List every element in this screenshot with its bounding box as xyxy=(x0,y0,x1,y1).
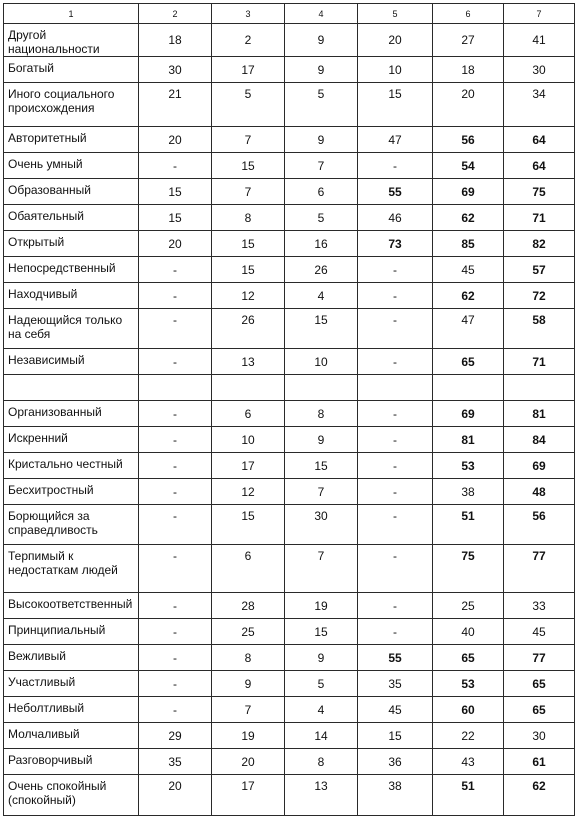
table-cell: 9 xyxy=(285,57,358,83)
table-cell: - xyxy=(358,283,433,309)
table-cell: 48 xyxy=(504,479,575,505)
table-row xyxy=(4,309,575,349)
table-row xyxy=(4,697,575,723)
row-label: Искренний xyxy=(4,427,139,453)
table-cell: 5 xyxy=(285,205,358,231)
table-cell: 81 xyxy=(504,401,575,427)
table-cell: 15 xyxy=(285,453,358,479)
table-cell: 84 xyxy=(504,427,575,453)
row-label: Надеющийся только на себя xyxy=(4,309,139,349)
table-row xyxy=(4,671,575,697)
table-cell: 45 xyxy=(433,257,504,283)
row-label: Неболтливый xyxy=(4,697,139,723)
table-row xyxy=(4,231,575,257)
table-cell xyxy=(358,375,433,401)
table-cell: 43 xyxy=(433,749,504,775)
table-cell: - xyxy=(139,545,212,593)
table-cell: - xyxy=(139,401,212,427)
table-cell: 4 xyxy=(285,283,358,309)
row-label: Авторитетный xyxy=(4,127,139,153)
table-cell: 69 xyxy=(433,401,504,427)
table-cell: 17 xyxy=(212,453,285,479)
table-cell: 7 xyxy=(212,179,285,205)
table-cell: 15 xyxy=(212,257,285,283)
table-cell: 5 xyxy=(285,671,358,697)
table-cell: 9 xyxy=(285,427,358,453)
table-cell: 35 xyxy=(139,749,212,775)
table-row xyxy=(4,179,575,205)
table-cell: 30 xyxy=(504,723,575,749)
table-cell: - xyxy=(139,645,212,671)
table-cell: 28 xyxy=(212,593,285,619)
table-cell: 29 xyxy=(139,723,212,749)
table-cell: 12 xyxy=(212,283,285,309)
row-label: Организованный xyxy=(4,401,139,427)
table-cell: 75 xyxy=(504,179,575,205)
table-cell: 4 xyxy=(285,697,358,723)
table-cell: 8 xyxy=(212,645,285,671)
row-label: Борющийся за справедливость xyxy=(4,505,139,545)
table-cell: 54 xyxy=(433,153,504,179)
table-row xyxy=(4,453,575,479)
header-row xyxy=(4,4,575,24)
table-cell: 40 xyxy=(433,619,504,645)
table-cell: 47 xyxy=(358,127,433,153)
table-cell: 71 xyxy=(504,205,575,231)
table-cell: 13 xyxy=(212,349,285,375)
table-cell: 69 xyxy=(433,179,504,205)
table-cell: 22 xyxy=(433,723,504,749)
table-cell: 65 xyxy=(433,349,504,375)
table-row xyxy=(4,645,575,671)
table-cell: 7 xyxy=(212,697,285,723)
table-row xyxy=(4,24,575,57)
table-cell: 15 xyxy=(212,153,285,179)
table-cell: 45 xyxy=(504,619,575,645)
table-cell: - xyxy=(139,283,212,309)
table-cell: 5 xyxy=(285,83,358,127)
table-cell: 27 xyxy=(433,24,504,57)
table-cell: 19 xyxy=(285,593,358,619)
table-cell: 20 xyxy=(139,775,212,816)
table-cell: 15 xyxy=(358,723,433,749)
table-cell: - xyxy=(139,593,212,619)
table-cell: 38 xyxy=(358,775,433,816)
table-cell: 20 xyxy=(358,24,433,57)
table-cell: 51 xyxy=(433,505,504,545)
table-cell: 21 xyxy=(139,83,212,127)
table-cell: 51 xyxy=(433,775,504,816)
table-cell: 56 xyxy=(504,505,575,545)
row-label: Очень спокойный (спокойный) xyxy=(4,775,139,816)
table-cell: 7 xyxy=(285,479,358,505)
table-cell: 25 xyxy=(212,619,285,645)
table-cell: 5 xyxy=(212,83,285,127)
table-cell: 69 xyxy=(504,453,575,479)
table-cell: - xyxy=(358,309,433,349)
table-cell: 82 xyxy=(504,231,575,257)
table-cell: 12 xyxy=(212,479,285,505)
table-cell: - xyxy=(139,257,212,283)
table-cell: 30 xyxy=(504,57,575,83)
table-cell: - xyxy=(139,427,212,453)
table-cell: 8 xyxy=(285,401,358,427)
table-cell: - xyxy=(139,309,212,349)
row-label: Богатый xyxy=(4,57,139,83)
table-cell: 19 xyxy=(212,723,285,749)
table-cell: - xyxy=(358,545,433,593)
row-label: Очень умный xyxy=(4,153,139,179)
table-cell xyxy=(212,375,285,401)
table-cell: 65 xyxy=(433,645,504,671)
table-cell: 18 xyxy=(433,57,504,83)
table-cell: 64 xyxy=(504,127,575,153)
table-cell: 47 xyxy=(433,309,504,349)
table-cell: - xyxy=(358,505,433,545)
table-row xyxy=(4,545,575,593)
row-label: Разговорчивый xyxy=(4,749,139,775)
table-cell: 9 xyxy=(285,24,358,57)
table-row xyxy=(4,257,575,283)
table-row xyxy=(4,427,575,453)
column-header: 4 xyxy=(285,4,358,24)
row-label: Непосредственный xyxy=(4,257,139,283)
table-cell: - xyxy=(358,427,433,453)
row-label: Иного социального происхождения xyxy=(4,83,139,127)
table-cell: 53 xyxy=(433,671,504,697)
table-cell: - xyxy=(139,671,212,697)
table-cell: 71 xyxy=(504,349,575,375)
table-cell: 45 xyxy=(358,697,433,723)
table-cell: 8 xyxy=(212,205,285,231)
row-label: Принципиальный xyxy=(4,619,139,645)
table-row xyxy=(4,349,575,375)
table-cell: 65 xyxy=(504,697,575,723)
table-row xyxy=(4,749,575,775)
table-cell: 34 xyxy=(504,83,575,127)
table-cell: - xyxy=(139,453,212,479)
table-cell: 7 xyxy=(285,153,358,179)
row-label: Кристально честный xyxy=(4,453,139,479)
table-cell: 17 xyxy=(212,775,285,816)
table-cell: - xyxy=(358,401,433,427)
table-cell: 62 xyxy=(433,283,504,309)
table-row xyxy=(4,505,575,545)
table-cell: 61 xyxy=(504,749,575,775)
table-cell: 26 xyxy=(285,257,358,283)
table-cell: 56 xyxy=(433,127,504,153)
row-label: Обаятельный xyxy=(4,205,139,231)
table-cell: 6 xyxy=(212,545,285,593)
table-cell xyxy=(433,375,504,401)
table-cell: 7 xyxy=(285,545,358,593)
table-cell: 58 xyxy=(504,309,575,349)
table-cell: - xyxy=(358,349,433,375)
table-cell: 15 xyxy=(139,205,212,231)
table-cell: 30 xyxy=(285,505,358,545)
table-cell: 55 xyxy=(358,645,433,671)
table-cell: 33 xyxy=(504,593,575,619)
table-cell: - xyxy=(358,479,433,505)
row-label: Вежливый xyxy=(4,645,139,671)
table-cell: 25 xyxy=(433,593,504,619)
table-cell: 64 xyxy=(504,153,575,179)
table-row xyxy=(4,153,575,179)
table-cell: - xyxy=(358,257,433,283)
table-cell: 72 xyxy=(504,283,575,309)
table-row xyxy=(4,83,575,127)
table-cell: 60 xyxy=(433,697,504,723)
table-cell: 15 xyxy=(212,231,285,257)
row-label: Молчаливый xyxy=(4,723,139,749)
table-cell: 46 xyxy=(358,205,433,231)
table-cell: 15 xyxy=(285,619,358,645)
column-header: 2 xyxy=(139,4,212,24)
table-row xyxy=(4,723,575,749)
table-row xyxy=(4,593,575,619)
table-cell: 81 xyxy=(433,427,504,453)
table-cell: 2 xyxy=(212,24,285,57)
table-row xyxy=(4,57,575,83)
table-cell: - xyxy=(139,349,212,375)
table-cell: 6 xyxy=(212,401,285,427)
table-cell xyxy=(504,375,575,401)
table-cell: 17 xyxy=(212,57,285,83)
table-cell: - xyxy=(358,453,433,479)
table-cell: 65 xyxy=(504,671,575,697)
column-header: 6 xyxy=(433,4,504,24)
table-cell: - xyxy=(139,153,212,179)
table-cell: 53 xyxy=(433,453,504,479)
column-header: 5 xyxy=(358,4,433,24)
table-cell: 85 xyxy=(433,231,504,257)
table-cell: 38 xyxy=(433,479,504,505)
table-cell: 55 xyxy=(358,179,433,205)
table-cell: 13 xyxy=(285,775,358,816)
table-cell: - xyxy=(139,505,212,545)
table-cell: 57 xyxy=(504,257,575,283)
table-cell: 20 xyxy=(139,127,212,153)
table-cell: - xyxy=(139,619,212,645)
row-label: Образованный xyxy=(4,179,139,205)
row-label: Другой национальности xyxy=(4,24,139,57)
table-row xyxy=(4,479,575,505)
table-row xyxy=(4,283,575,309)
table-cell: - xyxy=(139,479,212,505)
row-label: Независимый xyxy=(4,349,139,375)
table-cell: 9 xyxy=(285,127,358,153)
table-cell: 20 xyxy=(433,83,504,127)
row-label xyxy=(4,375,139,401)
table-row xyxy=(4,619,575,645)
table-cell: 8 xyxy=(285,749,358,775)
table-cell: 20 xyxy=(139,231,212,257)
table-cell: 7 xyxy=(212,127,285,153)
table-cell: 6 xyxy=(285,179,358,205)
table-cell: 20 xyxy=(212,749,285,775)
table-cell: 15 xyxy=(358,83,433,127)
table-cell: 18 xyxy=(139,24,212,57)
table-row xyxy=(4,775,575,816)
column-header: 7 xyxy=(504,4,575,24)
table-cell: 30 xyxy=(139,57,212,83)
table-cell: 10 xyxy=(358,57,433,83)
table-cell: 73 xyxy=(358,231,433,257)
table-cell: 35 xyxy=(358,671,433,697)
row-label: Бесхитростный xyxy=(4,479,139,505)
table-cell: 75 xyxy=(433,545,504,593)
row-label: Открытый xyxy=(4,231,139,257)
table-cell: 77 xyxy=(504,545,575,593)
row-label: Высокоответственный xyxy=(4,593,139,619)
table-cell: 41 xyxy=(504,24,575,57)
table-cell: 10 xyxy=(285,349,358,375)
table-cell: 15 xyxy=(139,179,212,205)
table-cell: 16 xyxy=(285,231,358,257)
table-cell: 10 xyxy=(212,427,285,453)
row-label: Терпимый к недостаткам людей xyxy=(4,545,139,593)
table-cell: 62 xyxy=(504,775,575,816)
table-cell: 26 xyxy=(212,309,285,349)
table-cell xyxy=(285,375,358,401)
table-cell: - xyxy=(358,153,433,179)
column-header: 1 xyxy=(4,4,139,24)
table-cell xyxy=(139,375,212,401)
table-row-empty xyxy=(4,375,575,401)
table-cell: 14 xyxy=(285,723,358,749)
table-cell: - xyxy=(139,697,212,723)
row-label: Участливый xyxy=(4,671,139,697)
table-cell: 15 xyxy=(212,505,285,545)
row-label: Находчивый xyxy=(4,283,139,309)
column-header: 3 xyxy=(212,4,285,24)
data-table xyxy=(3,3,575,816)
table-cell: 9 xyxy=(285,645,358,671)
table-row xyxy=(4,127,575,153)
table-cell: 36 xyxy=(358,749,433,775)
table-cell: - xyxy=(358,593,433,619)
table-row xyxy=(4,401,575,427)
table-cell: - xyxy=(358,619,433,645)
table-cell: 9 xyxy=(212,671,285,697)
table-row xyxy=(4,205,575,231)
table-cell: 77 xyxy=(504,645,575,671)
table-cell: 15 xyxy=(285,309,358,349)
table-cell: 62 xyxy=(433,205,504,231)
